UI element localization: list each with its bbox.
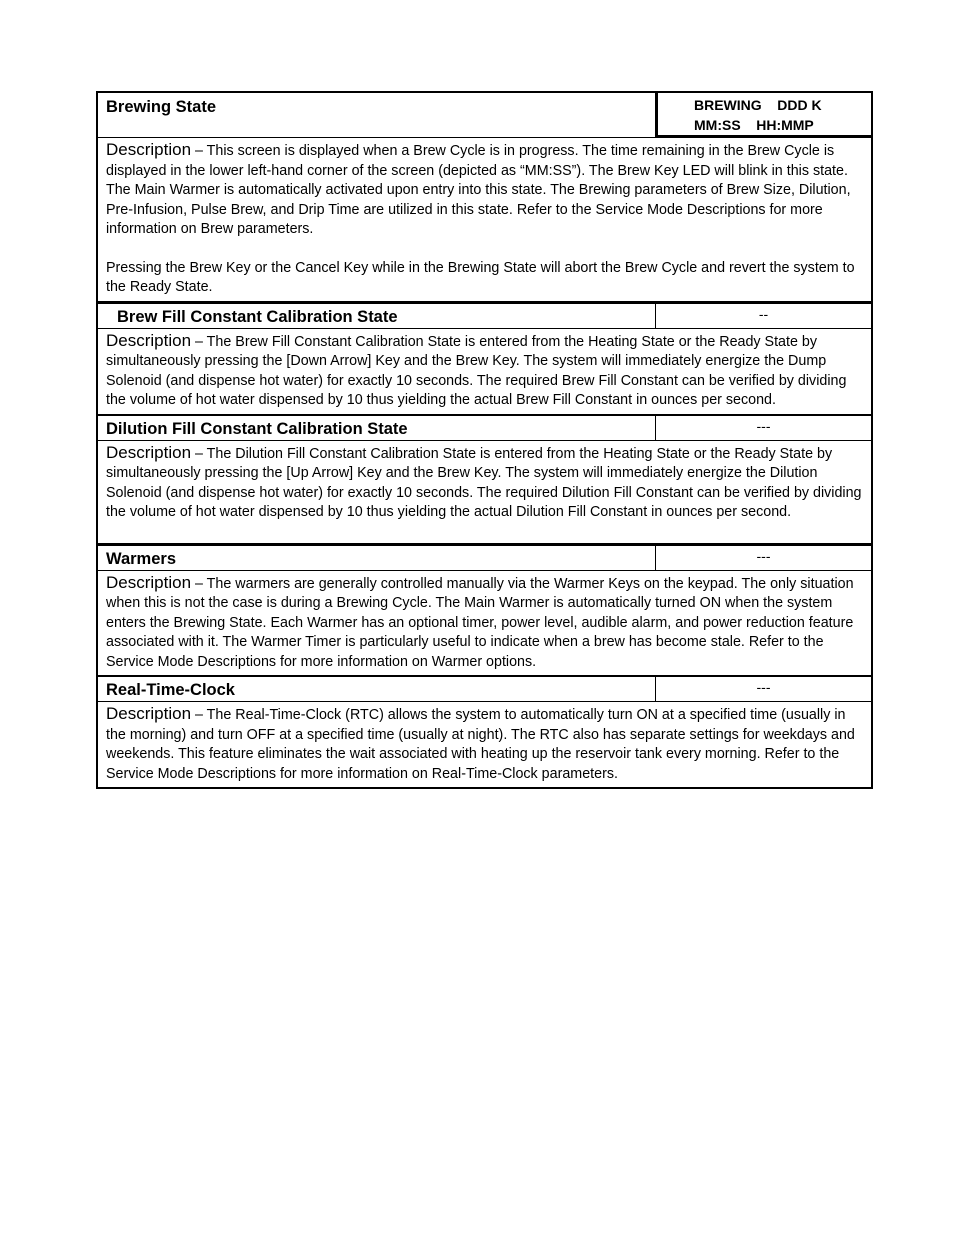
description-lead: Description xyxy=(106,704,192,723)
states-table xyxy=(96,91,873,789)
display-code: --- xyxy=(756,417,771,434)
section-header-dilution-fill xyxy=(98,416,871,441)
description-text: – The Dilution Fill Constant Calibration State is entered from the Heating State or the Ready State by simultaneously pressing the [Up Arrow] Key and the Brew Key. The system will immediately energize the Dilution Solenoid (and dispense hot water) for exactly 10 seconds. The required Dilution Fill Constant can be verified by dividing the volume of hot water dispensed by 10 thus yielding the actual Dilution Fill Constant in ounces per second. xyxy=(106,445,862,520)
section-header-real-time-clock xyxy=(98,677,871,702)
display-code-line2: MM:SS HH:MMP xyxy=(694,117,814,133)
description-lead: Description xyxy=(106,330,192,350)
description-lead: Description xyxy=(106,572,192,592)
description-text: – The Real-Time-Clock (RTC) allows the system to automatically turn ON at a specified time (usually in the morning) and turn OFF at a specified time (usually at night). The RTC also has separate settings for weekdays and weekends. This feature eliminates the wait associated with heating up the reservoir tank every morning. Refer to the Service Mode Descriptions for more information on Real-Time-Clock parameters. xyxy=(106,707,855,782)
section-description-brew-fill xyxy=(98,329,871,416)
section-header-warmers xyxy=(98,546,871,571)
description-text: – The Brew Fill Constant Calibration State is entered from the Heating State or the Ready State by simultaneously pressing the [Down Arrow] Key and the Brew Key. The system will immediately energize the Dump Solenoid (and dispense hot water) for exactly 10 seconds. The required Brew Fill Constant can be verified by dividing the volume of hot water dispensed by 10 thus yielding the actual Brew Fill Constant in ounces per second. xyxy=(106,333,847,408)
section-title: Brewing State xyxy=(98,93,656,137)
section-header-brew-fill xyxy=(98,304,871,329)
section-title: Dilution Fill Constant Calibration State xyxy=(98,416,656,440)
display-code: -- xyxy=(758,305,769,322)
section-description-real-time-clock xyxy=(98,702,871,787)
display-code-line1: BREWING DDD K xyxy=(694,97,822,113)
section-description-warmers xyxy=(98,571,871,678)
section-title: Warmers xyxy=(98,546,656,570)
description-text: – The warmers are generally controlled manually via the Warmer Keys on the keypad. The only situation when this is not the case is during a Brewing Cycle. The Main Warmer is automatically turned ON when the system enters the Brewing State. Each Warmer has an optional timer, power level, audible alarm, and power reduction feature associated with it. The Warmer Timer is particularly useful to indicate when a brew has become stale. Refer to the Service Mode Descriptions for more information on Warmer options. xyxy=(106,575,854,670)
section-title: Brew Fill Constant Calibration State xyxy=(98,304,656,328)
description-text: – This screen is displayed when a Brew Cycle is in progress. The time remaining in the Brew Cycle is displayed in the lower left-hand corner of the screen (depicted as “MM:SS”). The Brew Key LED will blink in this state. The Main Warmer is automatically activated upon entry into this state. The Brewing parameters of Brew Size, Dilution, Pre-Infusion, Pulse Brew, and Drip Time are utilized in this state. Refer to the Service Mode Descriptions for more information on Brew parameters. xyxy=(106,143,851,237)
description-text-2: Pressing the Brew Key or the Cancel Key while in the Brewing State will abort the Brew Cycle and revert the system to the Ready State. xyxy=(106,259,855,295)
display-code: --- xyxy=(756,679,771,695)
section-title: Real-Time-Clock xyxy=(98,677,656,701)
description-lead: Description xyxy=(106,140,192,159)
display-code: --- xyxy=(756,547,771,564)
description-lead: Description xyxy=(106,442,192,462)
section-description-dilution-fill xyxy=(98,441,871,546)
section-description-brewing-state xyxy=(98,138,871,304)
section-header-brewing-state xyxy=(98,93,871,138)
display-code xyxy=(656,93,873,137)
